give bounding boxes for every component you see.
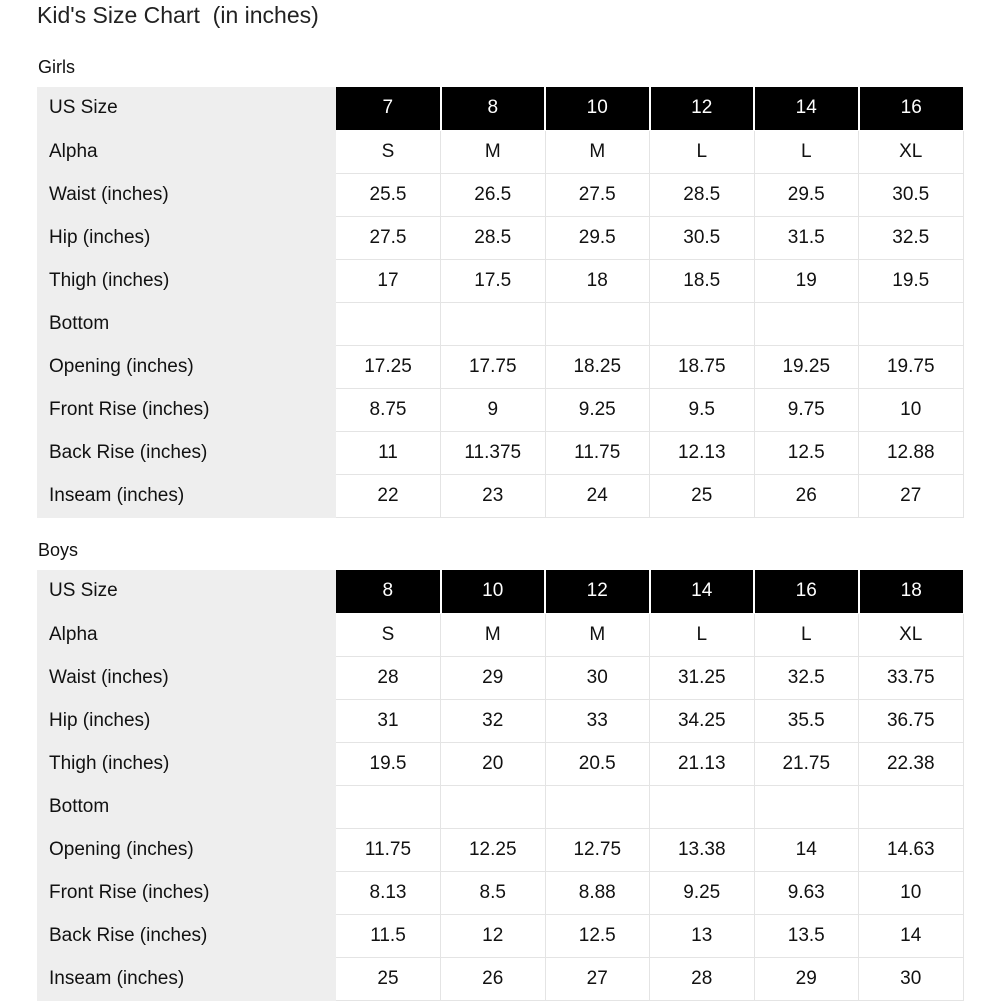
measurement-cell: 28 — [650, 957, 755, 1000]
measurement-cell: 30.5 — [650, 216, 755, 259]
measurement-cell: 33.75 — [859, 656, 964, 699]
measurement-cell: 13.38 — [650, 828, 755, 871]
size-header-cell: 16 — [859, 87, 964, 130]
measurement-cell: 27.5 — [545, 173, 650, 216]
row-label: Inseam (inches) — [37, 957, 336, 1000]
measurement-cell: S — [336, 130, 441, 173]
size-header-cell: 14 — [754, 87, 859, 130]
measurement-cell: 18 — [545, 259, 650, 302]
measurement-cell: 23 — [441, 474, 546, 517]
girls-section-label: Girls — [38, 57, 75, 77]
boys-section-label: Boys — [38, 540, 79, 560]
measurement-cell: 11.75 — [545, 431, 650, 474]
measurement-cell: 11.75 — [336, 828, 441, 871]
measurement-cell: 22.38 — [859, 742, 964, 785]
measurement-cell: 11.375 — [441, 431, 546, 474]
measurement-cell: 28.5 — [650, 173, 755, 216]
measurement-cell: 30 — [859, 957, 964, 1000]
measurement-cell: L — [650, 613, 755, 656]
measurement-cell: 29 — [754, 957, 859, 1000]
measurement-cell: 30 — [545, 656, 650, 699]
measurement-cell: 20 — [441, 742, 546, 785]
measurement-cell: 27 — [545, 957, 650, 1000]
size-header-cell: 7 — [336, 87, 441, 130]
measurement-cell: 8.13 — [336, 871, 441, 914]
measurement-cell — [336, 785, 441, 828]
measurement-cell: 17.5 — [441, 259, 546, 302]
measurement-cell: 25.5 — [336, 173, 441, 216]
page-title: Kid's Size Chart (in inches) — [37, 2, 319, 28]
measurement-cell: 35.5 — [754, 699, 859, 742]
table-row — [37, 613, 963, 656]
measurement-cell: 9 — [441, 388, 546, 431]
row-label: Back Rise (inches) — [37, 914, 336, 957]
measurement-cell: 18.5 — [650, 259, 755, 302]
row-label: Front Rise (inches) — [37, 871, 336, 914]
measurement-cell: 32.5 — [754, 656, 859, 699]
size-header-cell: 12 — [545, 570, 650, 613]
measurement-cell: 17.25 — [336, 345, 441, 388]
measurement-cell: 18.25 — [545, 345, 650, 388]
row-label: Opening (inches) — [37, 828, 336, 871]
row-label: Thigh (inches) — [37, 259, 336, 302]
row-label: Alpha — [37, 130, 336, 173]
row-label: Hip (inches) — [37, 216, 336, 259]
row-label: Thigh (inches) — [37, 742, 336, 785]
row-label: US Size — [37, 87, 336, 130]
table-row — [37, 345, 963, 388]
table-row — [37, 302, 963, 345]
measurement-cell — [650, 302, 755, 345]
size-header-row — [37, 87, 963, 130]
measurement-cell: 17.75 — [441, 345, 546, 388]
row-label: Waist (inches) — [37, 656, 336, 699]
table-row — [37, 914, 963, 957]
measurement-cell — [441, 785, 546, 828]
measurement-cell: 19.75 — [859, 345, 964, 388]
measurement-cell: 32.5 — [859, 216, 964, 259]
measurement-cell: L — [650, 130, 755, 173]
measurement-cell: XL — [859, 130, 964, 173]
measurement-cell — [859, 302, 964, 345]
measurement-cell: 9.25 — [545, 388, 650, 431]
row-label: Back Rise (inches) — [37, 431, 336, 474]
measurement-cell: 27.5 — [336, 216, 441, 259]
measurement-cell: 12.88 — [859, 431, 964, 474]
measurement-cell — [859, 785, 964, 828]
row-label: Front Rise (inches) — [37, 388, 336, 431]
measurement-cell: 25 — [336, 957, 441, 1000]
table-row — [37, 742, 963, 785]
size-header-cell: 10 — [441, 570, 546, 613]
table-row — [37, 957, 963, 1000]
size-header-cell: 12 — [650, 87, 755, 130]
measurement-cell: 18.75 — [650, 345, 755, 388]
row-label: Hip (inches) — [37, 699, 336, 742]
measurement-cell: 20.5 — [545, 742, 650, 785]
measurement-cell: 21.13 — [650, 742, 755, 785]
measurement-cell: 22 — [336, 474, 441, 517]
measurement-cell: 12.5 — [545, 914, 650, 957]
measurement-cell — [441, 302, 546, 345]
measurement-cell: 14 — [859, 914, 964, 957]
measurement-cell — [754, 302, 859, 345]
measurement-cell: 28.5 — [441, 216, 546, 259]
measurement-cell: 26 — [441, 957, 546, 1000]
row-label: Inseam (inches) — [37, 474, 336, 517]
measurement-cell: 24 — [545, 474, 650, 517]
measurement-cell: M — [441, 613, 546, 656]
measurement-cell — [336, 302, 441, 345]
measurement-cell: 26 — [754, 474, 859, 517]
size-header-cell: 16 — [754, 570, 859, 613]
measurement-cell: 33 — [545, 699, 650, 742]
measurement-cell: 32 — [441, 699, 546, 742]
measurement-cell: XL — [859, 613, 964, 656]
measurement-cell — [754, 785, 859, 828]
measurement-cell: M — [545, 613, 650, 656]
girls-size-table — [37, 87, 964, 518]
measurement-cell: 9.25 — [650, 871, 755, 914]
measurement-cell: 11.5 — [336, 914, 441, 957]
table-row — [37, 173, 963, 216]
measurement-cell: 19 — [754, 259, 859, 302]
measurement-cell: 17 — [336, 259, 441, 302]
table-row — [37, 259, 963, 302]
measurement-cell: 12.25 — [441, 828, 546, 871]
row-label: Alpha — [37, 613, 336, 656]
measurement-cell — [545, 302, 650, 345]
measurement-cell: 12 — [441, 914, 546, 957]
measurement-cell: 31.25 — [650, 656, 755, 699]
table-row — [37, 130, 963, 173]
measurement-cell: 28 — [336, 656, 441, 699]
table-row — [37, 656, 963, 699]
table-row — [37, 785, 963, 828]
measurement-cell: 19.25 — [754, 345, 859, 388]
measurement-cell: 11 — [336, 431, 441, 474]
measurement-cell: 13 — [650, 914, 755, 957]
measurement-cell: 27 — [859, 474, 964, 517]
row-label: Bottom — [37, 302, 336, 345]
measurement-cell: M — [545, 130, 650, 173]
row-label: Bottom — [37, 785, 336, 828]
row-label: Waist (inches) — [37, 173, 336, 216]
measurement-cell: 34.25 — [650, 699, 755, 742]
measurement-cell — [545, 785, 650, 828]
measurement-cell: 25 — [650, 474, 755, 517]
table-row — [37, 699, 963, 742]
measurement-cell: 21.75 — [754, 742, 859, 785]
measurement-cell: 19.5 — [859, 259, 964, 302]
measurement-cell: 30.5 — [859, 173, 964, 216]
size-header-cell: 10 — [545, 87, 650, 130]
measurement-cell: 10 — [859, 871, 964, 914]
measurement-cell: 29.5 — [754, 173, 859, 216]
measurement-cell: 12.75 — [545, 828, 650, 871]
measurement-cell: 8.88 — [545, 871, 650, 914]
measurement-cell: 9.5 — [650, 388, 755, 431]
measurement-cell: S — [336, 613, 441, 656]
measurement-cell: 13.5 — [754, 914, 859, 957]
measurement-cell: 14.63 — [859, 828, 964, 871]
size-header-cell: 8 — [336, 570, 441, 613]
row-label: US Size — [37, 570, 336, 613]
measurement-cell: 31.5 — [754, 216, 859, 259]
measurement-cell: 12.5 — [754, 431, 859, 474]
size-header-cell: 8 — [441, 87, 546, 130]
measurement-cell: 8.75 — [336, 388, 441, 431]
measurement-cell: 31 — [336, 699, 441, 742]
measurement-cell: 14 — [754, 828, 859, 871]
size-header-cell: 18 — [859, 570, 964, 613]
table-row — [37, 474, 963, 517]
size-header-row — [37, 570, 963, 613]
measurement-cell: 29 — [441, 656, 546, 699]
measurement-cell: 26.5 — [441, 173, 546, 216]
table-row — [37, 431, 963, 474]
row-label: Opening (inches) — [37, 345, 336, 388]
measurement-cell: 19.5 — [336, 742, 441, 785]
measurement-cell: 9.75 — [754, 388, 859, 431]
measurement-cell: 8.5 — [441, 871, 546, 914]
measurement-cell: L — [754, 613, 859, 656]
measurement-cell: 12.13 — [650, 431, 755, 474]
measurement-cell: 36.75 — [859, 699, 964, 742]
table-row — [37, 828, 963, 871]
measurement-cell: 10 — [859, 388, 964, 431]
table-row — [37, 388, 963, 431]
measurement-cell: 29.5 — [545, 216, 650, 259]
size-header-cell: 14 — [650, 570, 755, 613]
measurement-cell: 9.63 — [754, 871, 859, 914]
table-row — [37, 216, 963, 259]
measurement-cell: M — [441, 130, 546, 173]
table-row — [37, 871, 963, 914]
measurement-cell: L — [754, 130, 859, 173]
boys-size-table — [37, 570, 964, 1001]
measurement-cell — [650, 785, 755, 828]
